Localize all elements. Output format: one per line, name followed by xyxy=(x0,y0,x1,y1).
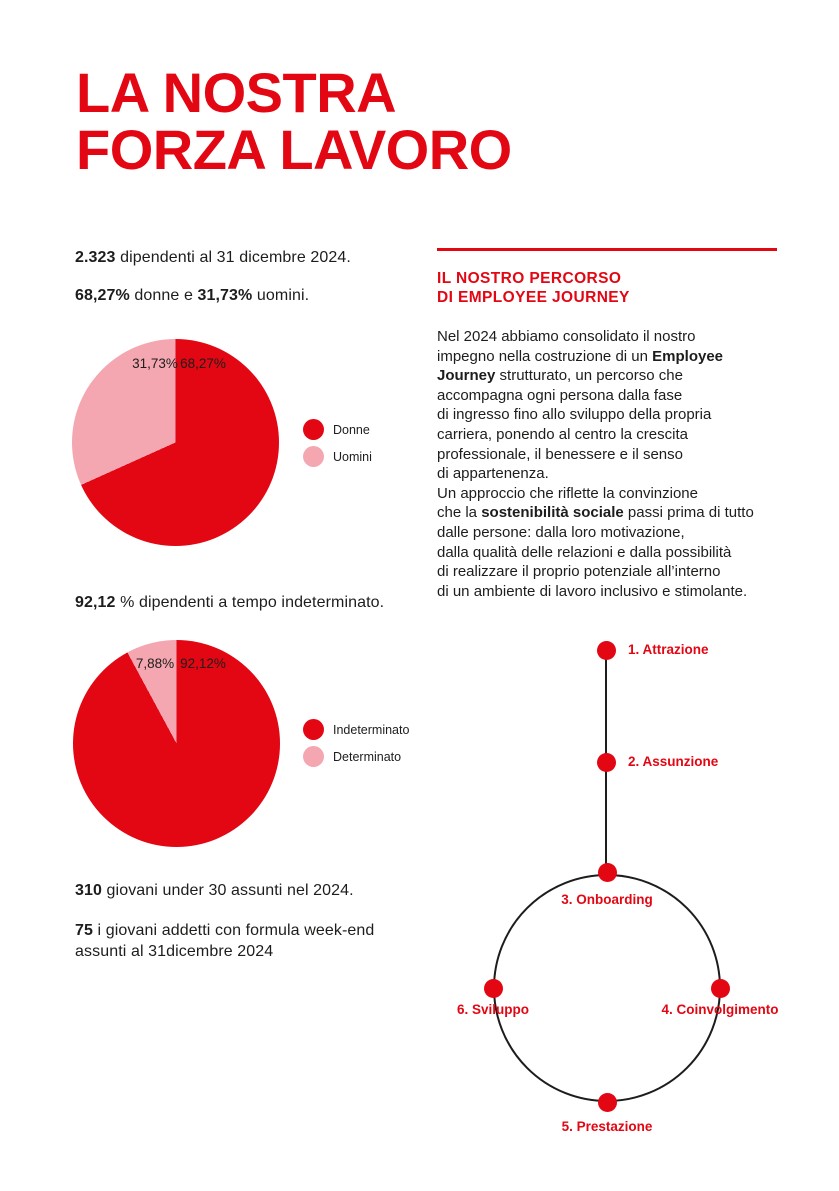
journey-step-dot-5 xyxy=(598,1093,617,1112)
gender-pie-label-donne: 68,27% xyxy=(180,356,226,371)
journey-step-dot-1 xyxy=(597,641,616,660)
journey-paragraph: Nel 2024 abbiamo consolidato il nostro impegno nella costruzione di un Employee Journey strutturato, un percorso che accompagna ogni persona dalla fase di ingresso fino allo sviluppo della propria carriera, ponendo al centro la crescita professionale, il benessere e il senso di appartenenza. Un approccio che riflette la convinzione che la sostenibilità sociale passi prima di tutto dalle persone: dalla loro motivazione, dalla qualità delle relazioni e dalla possibilità di realizzare il proprio potenziale all’interno di un ambiente di lavoro inclusivo e stimolante. xyxy=(437,328,754,600)
journey-step-label-4: 4. Coinvolgimento xyxy=(661,1002,779,1017)
stat-employees-total: 2.323 dipendenti al 31 dicembre 2024. xyxy=(75,249,351,266)
page-title-line-2: FORZA LAVORO xyxy=(76,118,512,181)
journey-cycle-circle xyxy=(493,874,721,1102)
legend-item-indeterminato xyxy=(303,719,409,740)
journey-step-dot-2 xyxy=(597,753,616,772)
contract-pie xyxy=(73,640,280,847)
stat-weekend-hires: 75 i giovani addetti con formula week-end assunti al 31dicembre 2024 xyxy=(75,922,375,960)
contract-pie-label-indeterminato: 92,12% xyxy=(180,656,226,671)
journey-step-label-2: 2. Assunzione xyxy=(628,754,719,769)
journey-step-label-3: 3. Onboarding xyxy=(561,892,653,907)
section-divider xyxy=(437,248,777,251)
legend-label-uomini: Uomini xyxy=(333,449,372,464)
section-heading-line-1: IL NOSTRO PERCORSO xyxy=(437,270,622,287)
page-title-line-1: LA NOSTRA xyxy=(76,61,397,124)
determinato-color-swatch xyxy=(303,746,324,767)
legend-label-donne: Donne xyxy=(333,422,370,437)
stat-permanent-contracts: 92,12 % dipendenti a tempo indeterminato. xyxy=(75,594,385,611)
gender-pie-legend xyxy=(303,419,372,473)
journey-step-label-5: 5. Prestazione xyxy=(561,1119,653,1134)
gender-pie-label-uomini: 31,73% xyxy=(132,356,178,371)
legend-label-determinato: Determinato xyxy=(333,749,402,764)
journey-step-label-1: 1. Attrazione xyxy=(628,642,709,657)
journey-step-dot-3 xyxy=(598,863,617,882)
page-title xyxy=(76,61,512,181)
legend-item-determinato xyxy=(303,746,409,767)
contract-pie-label-determinato: 7,88% xyxy=(135,656,175,671)
legend-item-uomini xyxy=(303,446,372,467)
journey-step-label-6: 6. Sviluppo xyxy=(456,1002,529,1017)
section-heading-line-2: DI EMPLOYEE JOURNEY xyxy=(437,289,630,306)
uomini-color-swatch xyxy=(303,446,324,467)
stat-young-hires: 310 giovani under 30 assunti nel 2024. xyxy=(75,882,354,899)
donne-color-swatch xyxy=(303,419,324,440)
legend-label-indeterminato: Indeterminato xyxy=(333,722,410,737)
journey-step-dot-4 xyxy=(711,979,730,998)
indeterminato-color-swatch xyxy=(303,719,324,740)
section-heading xyxy=(437,269,630,307)
stat-gender-split: 68,27% donne e 31,73% uomini. xyxy=(75,287,310,304)
journey-step-dot-6 xyxy=(484,979,503,998)
legend-item-donne xyxy=(303,419,372,440)
contract-pie-legend xyxy=(303,719,409,773)
